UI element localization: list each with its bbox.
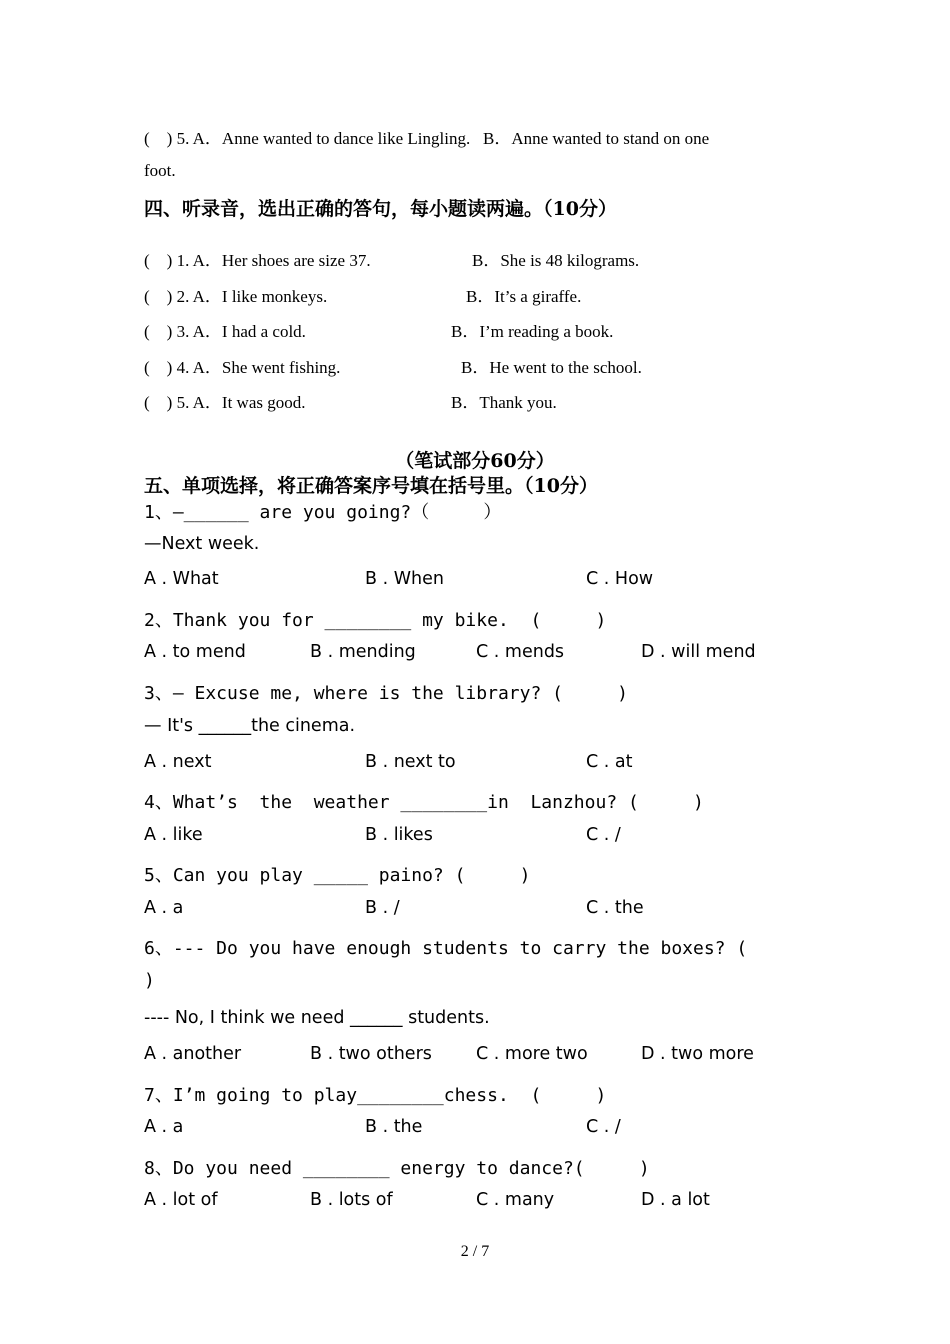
written-part-title: （笔试部分60分） [395,450,555,472]
section5-q3-option-a: A . next [144,752,212,772]
section5-q2-option-b: B . mending [310,642,416,662]
section4-q3-option-b: B．I’m reading a book. [451,322,614,341]
section5-q8-option-c: C . many [476,1190,555,1210]
section5-q6-option-a: A . another [144,1044,242,1064]
section4-heading: 四、听录音，选出正确的答句，每小题读两遍。（10分） [144,198,617,220]
section5-q2-stem: 2、Thank you for ________ my bike. ( ) [144,610,607,631]
section5-q2-option-c: C . mends [476,642,565,662]
section5-q8-stem: 8、Do you need ________ energy to dance?( ) [144,1158,650,1179]
section4-q5-option-a: ( ) 5. A．It was good. [144,393,306,412]
page-number: 2 / 7 [460,1243,490,1260]
section5-q8-option-a: A . lot of [144,1190,218,1210]
section5-q7-option-c: C . / [586,1117,621,1137]
section4-q1-option-a: ( ) 1. A．Her shoes are size 37. [144,251,371,270]
section5-q6-answer: ---- No, I think we need ______ students. [144,1008,490,1028]
section5-q3-option-b: B . next to [365,752,456,772]
section5-q2-option-a: A . to mend [144,642,246,662]
section4-q2-option-a: ( ) 2. A．I like monkeys. [144,287,328,306]
section5-q7-option-a: A . a [144,1117,184,1137]
section4-q5-option-b: B．Thank you. [451,393,557,412]
section5-q4-option-c: C . / [586,825,621,845]
section5-q3-stem: 3、— Excuse me, where is the library? ( ) [144,683,628,704]
section5-q5-option-a: A . a [144,898,184,918]
section5-q1-option-b: B . When [365,569,444,589]
section5-q7-stem: 7、I’m going to play________chess. ( ) [144,1085,607,1106]
section5-q3-answer: — It's ______the cinema. [144,716,356,736]
section5-q6-option-c: C . more two [476,1044,588,1064]
section5-q4-stem: 4、What’s the weather ________in Lanzhou? ( ) [144,792,704,813]
section5-q5-option-c: C . the [586,898,644,918]
section5-q8-option-d: D . a lot [641,1190,710,1210]
section5-q8-option-b: B . lots of [310,1190,393,1210]
section5-q6-stem-continued: ) [144,970,155,991]
section5-q5-stem: 5、Can you play _____ paino? ( ) [144,865,531,886]
section4-q3-option-a: ( ) 3. A．I had a cold. [144,322,306,341]
section5-q1-option-c: C . How [586,569,654,589]
section5-q1-stem: 1、—______ are you going?（ ） [144,502,502,523]
section4-q1-option-b: B．She is 48 kilograms. [472,251,640,270]
section5-q4-option-b: B . likes [365,825,433,845]
section5-q6-option-b: B . two others [310,1044,432,1064]
section5-q6-stem: 6、--- Do you have enough students to carry the boxes? ( [144,938,748,959]
section3-q5-line1: ( ) 5. A．Anne wanted to dance like Lingling. B．Anne wanted to stand on one [144,129,710,148]
section5-q7-option-b: B . the [365,1117,423,1137]
section5-q4-option-a: A . like [144,825,203,845]
section5-q5-option-b: B . / [365,898,400,918]
section5-q1-answer: —Next week. [144,534,260,554]
section5-q3-option-c: C . at [586,752,633,772]
section4-q2-option-b: B．It’s a giraffe. [466,287,582,306]
section5-heading: 五、单项选择，将正确答案序号填在括号里。（10分） [144,475,598,497]
section4-q4-option-b: B．He went to the school. [461,358,642,377]
section4-q4-option-a: ( ) 4. A．She went fishing. [144,358,341,377]
section3-q5-line2: foot. [144,161,176,180]
section5-q1-option-a: A . What [144,569,219,589]
section5-q6-option-d: D . two more [641,1044,754,1064]
section5-q2-option-d: D . will mend [641,642,756,662]
